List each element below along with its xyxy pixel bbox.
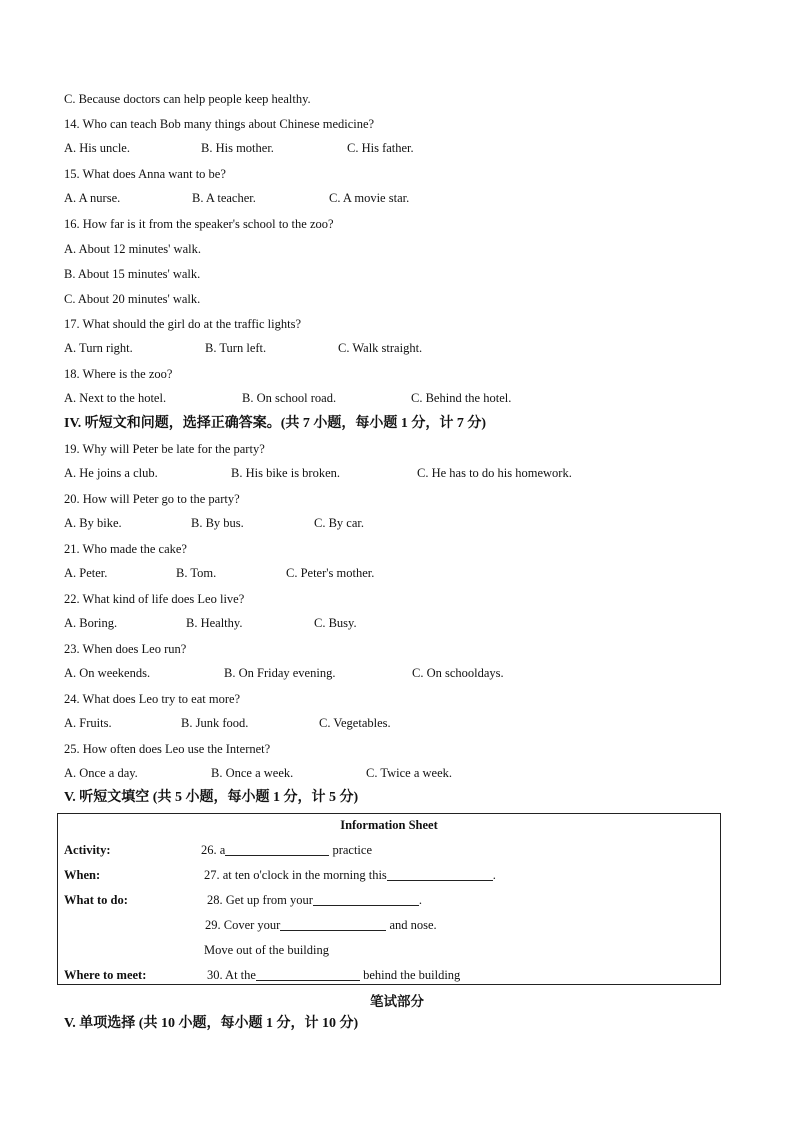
q25-option-b: B. Once a week. xyxy=(211,766,294,780)
q14-option-c: C. His father. xyxy=(347,141,414,155)
q26-suffix: practice xyxy=(332,843,372,857)
q18-option-b: B. On school road. xyxy=(242,391,337,405)
q28-prefix: 28. Get up from your xyxy=(207,893,313,907)
q27-row xyxy=(204,868,496,883)
q16-option-b: B. About 15 minutes' walk. xyxy=(64,267,201,281)
q15-question: 15. What does Anna want to be? xyxy=(64,167,226,181)
q29-prefix: 29. Cover your xyxy=(205,918,281,932)
q26-blank[interactable] xyxy=(225,843,329,856)
when-label: When: xyxy=(64,868,101,882)
q30-row xyxy=(207,968,460,983)
q17-option-a: A. Turn right. xyxy=(64,341,133,355)
q30-blank[interactable] xyxy=(256,968,360,981)
q27-suffix: . xyxy=(492,868,496,882)
q13-option-c: C. Because doctors can help people keep healthy. xyxy=(64,92,311,106)
written-part-title: 笔试部分 xyxy=(370,994,424,1009)
q16-option-c: C. About 20 minutes' walk. xyxy=(64,292,201,306)
q24-option-c: C. Vegetables. xyxy=(319,716,391,730)
q18-option-a: A. Next to the hotel. xyxy=(64,391,167,405)
q22-question: 22. What kind of life does Leo live? xyxy=(64,592,245,606)
q20-option-c: C. By car. xyxy=(314,516,364,530)
q23-option-c: C. On schooldays. xyxy=(412,666,504,680)
q22-option-a: A. Boring. xyxy=(64,616,118,630)
q19-option-a: A. He joins a club. xyxy=(64,466,158,480)
q26-prefix: 26. a xyxy=(201,843,226,857)
move-out-text: Move out of the building xyxy=(204,943,329,957)
q15-option-c: C. A movie star. xyxy=(329,191,410,205)
q30-suffix: behind the building xyxy=(363,968,461,982)
section-5-title: V. 听短文填空 (共 5 小题，每小题 1 分，计 5 分) xyxy=(64,790,359,805)
q26-row xyxy=(201,843,372,858)
sheet-title: Information Sheet xyxy=(340,818,438,832)
q14-question: 14. Who can teach Bob many things about Chinese medicine? xyxy=(64,117,375,131)
q16-option-a: A. About 12 minutes' walk. xyxy=(64,242,201,256)
q21-option-a: A. Peter. xyxy=(64,566,108,580)
q30-prefix: 30. At the xyxy=(207,968,256,982)
q28-suffix: . xyxy=(418,893,423,907)
q23-question: 23. When does Leo run? xyxy=(64,642,187,656)
q24-option-b: B. Junk food. xyxy=(181,716,249,730)
q21-question: 21. Who made the cake? xyxy=(64,542,187,556)
q20-option-a: A. By bike. xyxy=(64,516,122,530)
activity-label: Activity: xyxy=(64,843,111,857)
q15-option-a: A. A nurse. xyxy=(64,191,121,205)
what-to-do-label: What to do: xyxy=(64,893,128,907)
q19-option-c: C. He has to do his homework. xyxy=(417,466,572,480)
information-sheet xyxy=(57,813,721,985)
q21-option-c: C. Peter's mother. xyxy=(286,566,375,580)
q15-option-b: B. A teacher. xyxy=(192,191,256,205)
q16-question: 16. How far is it from the speaker's school to the zoo? xyxy=(64,217,334,231)
q17-question: 17. What should the girl do at the traffic lights? xyxy=(64,317,301,331)
q27-blank[interactable] xyxy=(387,868,493,881)
q25-option-a: A. Once a day. xyxy=(64,766,138,780)
q14-option-a: A. His uncle. xyxy=(64,141,130,155)
q28-blank[interactable] xyxy=(313,893,419,906)
q17-option-c: C. Walk straight. xyxy=(338,341,423,355)
q24-option-a: A. Fruits. xyxy=(64,716,112,730)
q18-option-c: C. Behind the hotel. xyxy=(411,391,512,405)
q29-suffix: and nose. xyxy=(389,918,437,932)
section-4-title: IV. 听短文和问题，选择正确答案。(共 7 小题，每小题 1 分，计 7 分) xyxy=(64,416,487,431)
q20-option-b: B. By bus. xyxy=(191,516,244,530)
q29-blank[interactable] xyxy=(280,918,386,931)
q22-option-b: B. Healthy. xyxy=(186,616,243,630)
where-to-meet-label: Where to meet: xyxy=(64,968,147,982)
q21-option-b: B. Tom. xyxy=(176,566,217,580)
q29-row xyxy=(205,918,437,933)
q14-option-b: B. His mother. xyxy=(201,141,274,155)
q17-option-b: B. Turn left. xyxy=(205,341,267,355)
section-5b-title: V. 单项选择 (共 10 小题，每小题 1 分，计 10 分) xyxy=(64,1016,359,1031)
q27-prefix: 27. at ten o'clock in the morning this xyxy=(204,868,387,882)
q19-option-b: B. His bike is broken. xyxy=(231,466,341,480)
q23-option-a: A. On weekends. xyxy=(64,666,151,680)
q24-question: 24. What does Leo try to eat more? xyxy=(64,692,241,706)
q22-option-c: C. Busy. xyxy=(314,616,357,630)
q19-question: 19. Why will Peter be late for the party? xyxy=(64,442,265,456)
q20-question: 20. How will Peter go to the party? xyxy=(64,492,240,506)
q18-question: 18. Where is the zoo? xyxy=(64,367,173,381)
q28-row xyxy=(207,893,422,908)
q25-option-c: C. Twice a week. xyxy=(366,766,453,780)
q25-question: 25. How often does Leo use the Internet? xyxy=(64,742,271,756)
q23-option-b: B. On Friday evening. xyxy=(224,666,336,680)
